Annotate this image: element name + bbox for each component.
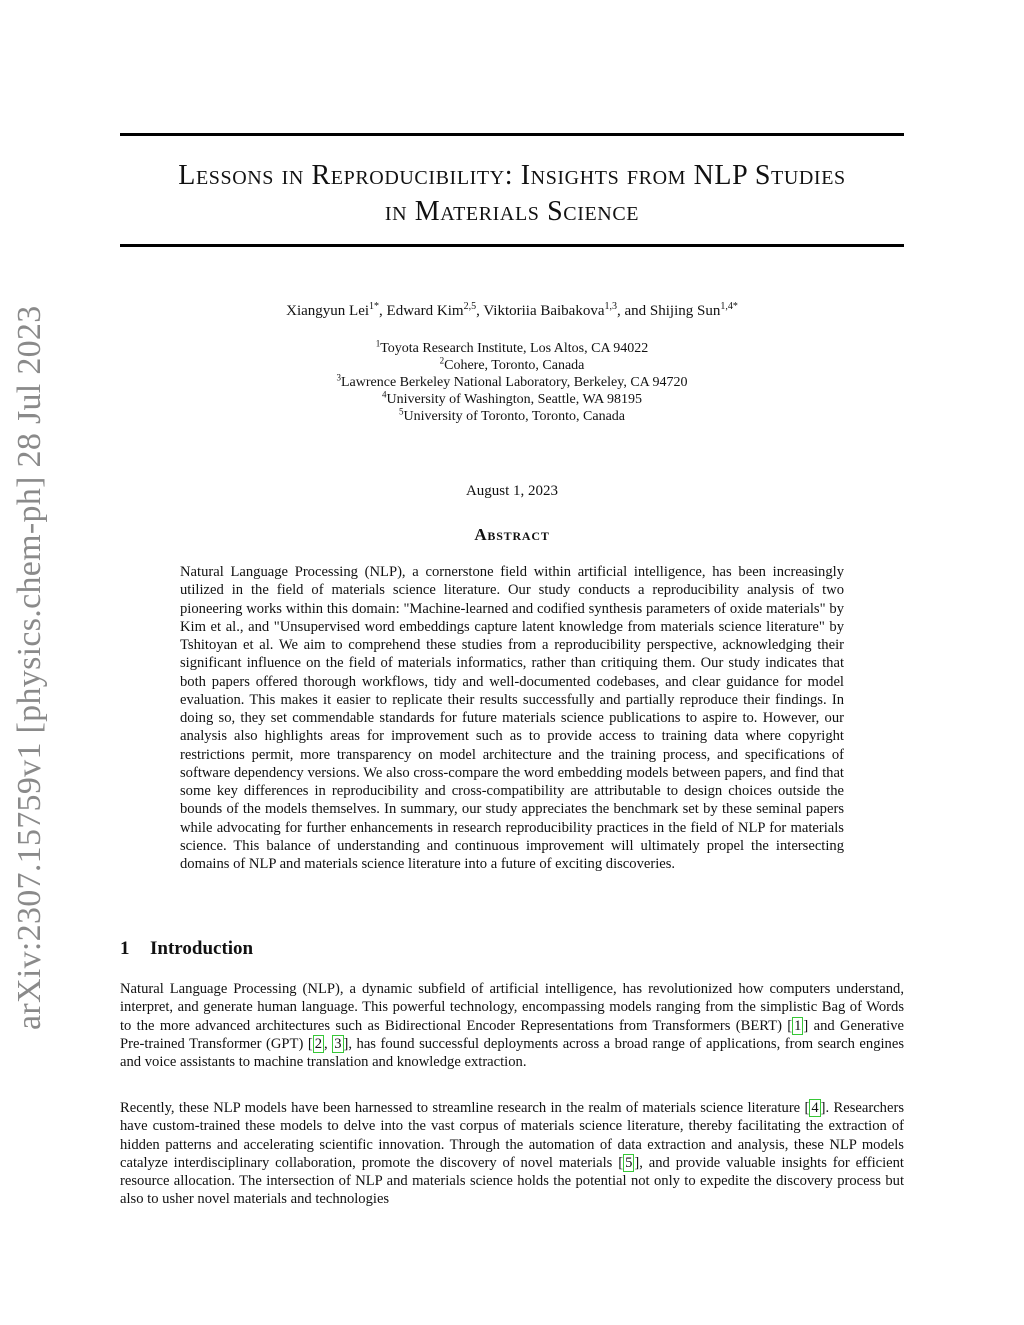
author-list <box>120 300 904 322</box>
affiliation-list <box>120 340 904 425</box>
citation-link[interactable]: 3 <box>334 1035 342 1052</box>
citation-link[interactable]: 4 <box>811 1100 819 1116</box>
affiliation: $^4$University of Washington, Seattle, WA 98195 <box>382 389 642 407</box>
citation-link[interactable]: 1 <box>794 1017 802 1034</box>
paper-title <box>120 158 904 230</box>
section-heading-introduction <box>120 937 904 961</box>
introduction-paragraph-2: Recently, these NLP models have been harnessed to streamline research in the realm of materials science literature [ 4 ]. Researchers have custom-trained these models to delve into the vast corpus of materials science literature, thereby facilitating the extraction of hidden patterns and accelerating scientific innovation. Through the automation of data extraction and analysis, these NLP models catalyze interdisciplinary collaboration, promote the discovery of novel materials [ 5 ], and provide valuable insights for efficient resource allocation. The intersection of NLP and materials science holds the potential not only to expedite the discovery process but also to usher novel materials and technologies <box>120 1100 904 1208</box>
title-rule-bottom <box>120 244 904 247</box>
author: Xiangyun Lei$^{1*}$, <box>286 301 387 319</box>
abstract-heading: Abstract <box>474 525 550 544</box>
title-line-1: Lessons in Reproducibility: Insights from NLP Studies <box>178 160 846 191</box>
title-rule-top <box>120 133 904 136</box>
section-title: Introduction <box>150 938 254 959</box>
author: Edward Kim$^{2,5}$, <box>386 301 484 319</box>
introduction-paragraph-1: Natural Language Processing (NLP), a dynamic subfield of artificial intelligence, has revolutionized how computers understand, interpret, and generate human language. This powerful technology, encompassing models ranging from the simplistic Bag of Words to the more advanced architectures such as Bidirectional Encoder Representations from Transformers (BERT) [ 1 ] and Generative Pre-trained Transformer (GPT) [ 2 , 3 ], has found successful deployments across a broad range of applications, from search engines and voice assistants to machine translation and knowledge extraction. <box>120 981 905 1070</box>
abstract-body: Natural Language Processing (NLP), a cornerstone field within artificial intelligence, has been increasingly utilized in the field of materials science literature. Our study conducts a reproducibility analysis of two pioneering works within this domain: "Machine-learned and codified synthesis parameters of oxide materials" by Kim et al., and "Unsupervised word embeddings capture latent knowledge from materials science literature" by Tshitoyan et al. We aim to comprehend these studies from a reproducibility perspective, acknowledging their significant influence on the field of materials informatics, rather than critiquing them. Our study indicates that both papers offered thorough workflows, tidy and well-documented codebases, and clear guidance for model evaluation. This makes it easier to replicate their results successfully and partially reproduce their findings. In doing so, they set commendable standards for future materials science publications to aspire to. However, our analysis also highlights areas for improvement such as to provide access to training data where copyright restrictions permit, more transparency on model architecture and the training process, and specifications of software dependency versions. We also cross-compare the word embedding models between papers, and find that some key differences in reproducibility and cross-compatibility are attributable to design choices outside the bounds of the models themselves. In summary, our study appreciates the benchmark set by these seminal papers while advocating for further enhancements in research reproducibility practices in the field of NLP for materials science. This balance of understanding and continuous improvement will ultimately propel the intersecting domains of NLP and materials science literature into a future of exciting discoveries. <box>180 564 844 872</box>
author: Viktoriia Baibakova$^{1,3}$, and <box>483 301 650 319</box>
arxiv-identifier: arXiv:2307.15759v1 [physics.chem-ph] 28 Jul 2023 <box>11 305 48 1030</box>
citation-link[interactable]: 5 <box>625 1154 633 1171</box>
section-number: 1 <box>120 938 130 959</box>
citation-link[interactable]: 2 <box>314 1035 323 1052</box>
affiliation: $^1$Toyota Research Institute, Los Altos, CA 94022 <box>375 338 649 356</box>
affiliation: $^5$University of Toronto, Toronto, Canada <box>399 406 625 424</box>
title-line-2: in Materials Science <box>384 196 640 227</box>
affiliation: $^3$Lawrence Berkeley National Laboratory, Berkeley, CA 94720 <box>336 372 688 390</box>
author: Shijing Sun$^{1,4*}$ <box>649 301 738 319</box>
publication-date: August 1, 2023 <box>465 483 559 499</box>
affiliation: $^2$Cohere, Toronto, Canada <box>439 355 585 373</box>
